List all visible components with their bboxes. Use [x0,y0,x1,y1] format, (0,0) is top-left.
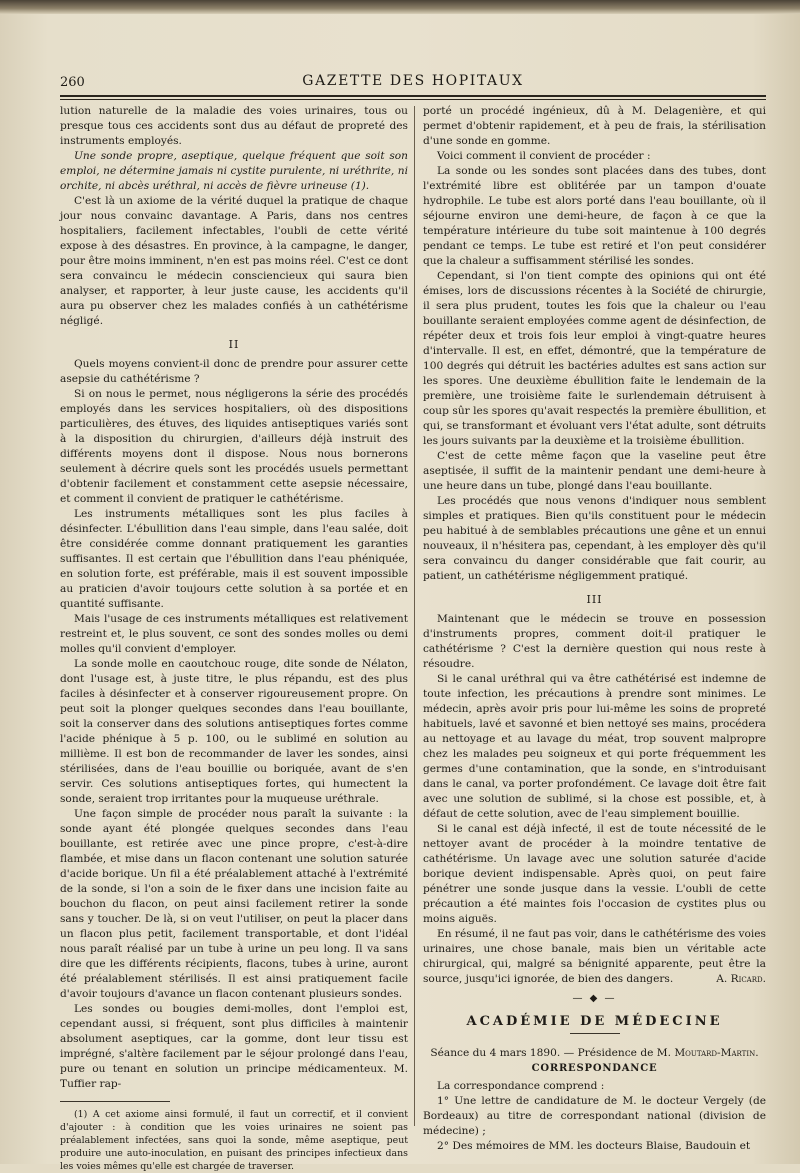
paragraph: lution naturelle de la maladie des voies urinaires, tous ou presque tous ces accidents sont dus au défaut de propreté des instruments employés. [60,105,408,147]
paragraph: La correspondance comprend : [437,1080,605,1092]
footnote: (1) A cet axiome ainsi formulé, il faut un correctif, et il convient d'ajouter : à condition que les voies urinaires ne soient pas préalablement infectées, sans quoi la sonde, même aseptique, peut produire une auto-inoculation, en puisant des principes infectieux dans les voies mêmes qu'elle est chargée de traverser. [60,1109,408,1172]
paragraph-conclusion [423,927,766,987]
paragraph: La sonde ou les sondes sont placées dans des tubes, dont l'extrémité libre est oblitérée par un tampon d'ouate hydrophile. Le tube est alors porté dans l'eau bouillante, où il séjourne environ une demi-heure, de façon à ce que la température intérieure du tube soit maintenue à 100 degrés pendant ce temps. Le tube est retiré et l'on peut considérer que la chaleur a suffisamment stérilisé les sondes. [423,165,766,267]
paragraph: Maintenant que le médecin se trouve en possession d'instruments propres, comment doit-il pratiquer le cathétérisme ? C'est la dernière question qui nous reste à résoudre. [423,613,766,670]
paragraph: Quels moyens convient-il donc de prendre pour assurer cette asepsie du cathétérisme ? [60,358,408,385]
header-rule-thick [60,95,766,97]
paragraph: Les sondes ou bougies demi-molles, dont l'emploi est, cependant aussi, si fréquent, sont plus difficiles à maintenir absolument aseptiques, car la gomme, dont leur tissu est imprégné, s'altère facilement par le séjour prolongé dans l'eau, pure ou tenant en solution un principe médicamenteux. M. Tuffier rap- [60,1003,408,1090]
header-rule-thin [60,99,766,100]
paragraph: Les procédés que nous venons d'indiquer nous semblent simples et pratiques. Bien qu'ils constituent pour le médecin peu habitué à de semblables précautions une gêne et un ennui nouveaux, il n'hésitera pas, cependant, à les employer dès qu'il sera convaincu du danger considérable que fait courir, au patient, un cathétérisme négligemment pratiqué. [423,495,766,582]
paragraph: Une façon simple de procéder nous paraît la suivante : la sonde ayant été plongée quelques secondes dans l'eau bouillante, est retirée avec une pince propre, c'est-à-dire flambée, et mise dans un flacon contenant une solution saturée d'acide borique. Un fil a été préalablement attaché à l'extrémité de la sonde, si l'on a soin de le fixer dans une incision faite au bouchon du flacon, on peut ainsi facilement retirer la sonde sans y toucher. De là, si on veut l'utiliser, on peut la placer dans un flacon plus petit, facilement transportable, et dont l'idéal nous paraît réalisé par un tube à urine un peu long. Il va sans dire que les différents récipients, flacons, tubes à urine, auront été préalablement stérilisés. Il est ainsi pratiquement facile d'avoir toujours d'avance un flacon contenant plusieurs sondes. [60,808,408,1000]
top-edge-band [0,0,800,14]
paragraph: Si le canal est déjà infecté, il est de toute nécessité de le nettoyer avant de procéder à la moindre tentative de cathétérisme. Un lavage avec une solution saturée d'acide borique devient indispensable. Après quoi, on peut faire pénétrer une sonde jusque dans la vessie. L'oubli de cette précaution a été maintes fois l'occasion de cystites plus ou moins aiguës. [423,823,766,925]
president-name: Moutard-Martin. [674,1047,759,1059]
journal-title: GAZETTE DES HOPITAUX [302,73,524,89]
section-number: III [586,593,603,606]
heading-rule [570,1033,620,1034]
paragraph: Si on nous le permet, nous négligerons la série des procédés employés dans les services hospitaliers, où des dispositions particulières, des étuves, des liquides antiseptiques variés sont à la disposition du chirurgien, d'ailleurs déjà instruit des différents moyens dont il dispose. Nous nous bornerons seulement à décrire quels sont les procédés usuels permettant d'obtenir facilement et constamment cette asepsie nécessaire, et comment il convient de pratiquer le cathétérisme. [60,388,408,505]
seance-text: Séance du 4 mars 1890. — Présidence de M. [430,1047,675,1059]
seance-line [423,1046,766,1061]
column-divider [414,106,415,1126]
paragraph: C'est là un axiome de la vérité duquel la pratique de chaque jour nous convainc davantage. A Paris, dans nos centres hospitaliers, facilement infectables, l'oubli de cette vérité expose à des désastres. En province, à la campagne, le danger, pour être moins imminent, n'en est pas moins réel. C'est ce dont sera convaincu le médecin consciencieux qui saura bien analyser, et rapporter, à leur juste cause, les accidents qu'il aura pu observer chez les malades confiés à un cathétérisme négligé. [60,195,408,327]
right-column [423,104,766,1154]
conclusion-text: En résumé, il ne faut pas voir, dans le cathétérisme des voies urinaires, une chose banale, mais bien un véritable acte chirurgical, qui, malgré sa bénignité apparente, peut être la source, jusqu'ici ignorée, de bien des dangers. [423,928,766,985]
paragraph: C'est de cette même façon que la vaseline peut être aseptisée, il suffit de la maintenir pendant une demi-heure à une heure dans un tube, plongé dans l'eau bouillante. [423,450,766,492]
page-header [60,73,766,93]
paragraph: Voici comment il convient de procéder : [437,150,651,162]
section-heading-academie: ACADÉMIE DE MÉDECINE [466,1014,723,1029]
ornamental-separator: — ◆ — [572,993,617,1004]
page-number: 260 [60,75,85,90]
paragraph-italic: Une sonde propre, aseptique, quelque fréquent que soit son emploi, ne détermine jamais ni cystite purulente, ni uréthrite, ni orchite, ni abcès uréthral, ni accès de fièvre urineuse (1). [60,150,408,192]
subheading-correspondance: CORRESPONDANCE [531,1063,658,1074]
paragraph: 2° Des mémoires de MM. les docteurs Blaise, Baudouin et [437,1140,751,1152]
paragraph: Si le canal uréthral qui va être cathétérisé est indemne de toute infection, les précautions à prendre sont minimes. Le médecin, après avoir pris pour lui-même les soins de propreté habituels, lavé et savonné et bien nettoyé ses mains, procédera au nettoyage et au lavage du méat, trop souvent malpropre chez les malades peu soigneux et qui porte fréquemment les germes d'une contamination, que la sonde, en s'introduisant dans le canal, va porter profondément. Ce lavage doit être fait avec une solution de sublimé, si la chose est possible, et, à défaut de cette solution, avec de l'eau simplement bouillie. [423,673,766,820]
left-column [60,104,408,1172]
footnote-rule [60,1101,170,1102]
paragraph: La sonde molle en caoutchouc rouge, dite sonde de Nélaton, dont l'usage est, à juste titre, le plus répandu, est des plus faciles à désinfecter et à conserver rigoureusement propre. On peut soit la plonger quelques secondes dans l'eau bouillante, soit la conserver dans des solutions antiseptiques fortes comme l'acide phénique à 5 p. 100, ou le sublimé en solution au millième. Il est bon de recommander de laver les sondes, ainsi stérilisées, dans de l'eau bouillie ou boriquée, avant de s'en servir. Ces solutions antiseptiques fortes, qui humectent la sonde, seraient trop irritantes pour la muqueuse uréthrale. [60,658,408,805]
author-signature: A. Ricard. [716,973,766,985]
section-number: II [228,338,240,351]
paragraph: Cependant, si l'on tient compte des opinions qui ont été émises, lors de discussions récentes à la Société de chirurgie, il sera plus prudent, toutes les fois que la chaleur ou l'eau bouillante seraient employées comme agent de désinfection, de répéter deux et trois fois leur emploi à vingt-quatre heures d'intervalle. Il est, en effet, démontré, que la température de 100 degrés qui détruit les bactéries adultes est sans action sur les spores. Une deuxième ébullition faite le lendemain de la première, une troisième faite le surlendemain détruisent à coup sûr les spores qu'avait respectés la première ébullition, et qui, se transformant et évoluant vers l'état adulte, sont détruits les jours suivants par la deuxième et la troisième ébullition. [423,270,766,447]
paragraph: 1° Une lettre de candidature de M. le docteur Vergely (de Bordeaux) au titre de correspondant national (division de médecine) ; [423,1095,766,1137]
paragraph: Mais l'usage de ces instruments métalliques est relativement restreint et, le plus souvent, ce sont des sondes molles ou demi molles qu'il convient d'employer. [60,613,408,655]
paragraph: Les instruments métalliques sont les plus faciles à désinfecter. L'ébullition dans l'eau simple, dans l'eau salée, doit être considérée comme donnant pratiquement les garanties suffisantes. Il est certain que l'ébullition dans l'eau phéniquée, en solution forte, est préférable, mais il est souvent impossible au praticien d'avoir toujours cette solution à sa portée et en quantité suffisante. [60,508,408,610]
paragraph: porté un procédé ingénieux, dû à M. Delagenière, et qui permet d'obtenir rapidement, et à peu de frais, la stérilisation d'une sonde en gomme. [423,105,766,147]
